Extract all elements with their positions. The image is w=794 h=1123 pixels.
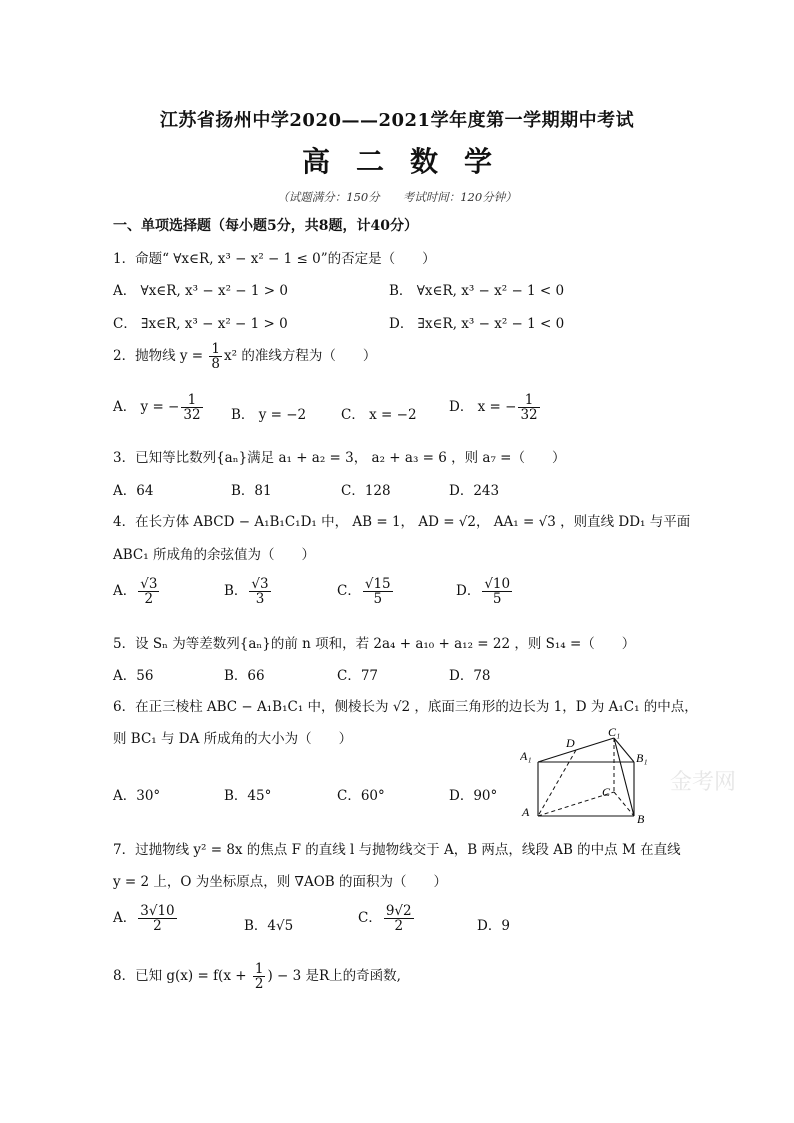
question-5-option-b: B．66 bbox=[224, 668, 265, 684]
fraction-numerator: √3 bbox=[251, 576, 269, 592]
question-5-option-d: D．78 bbox=[449, 668, 491, 684]
label-b: B bbox=[637, 812, 645, 826]
question-6-option-c: C．60° bbox=[337, 788, 385, 804]
option-label: A． bbox=[113, 910, 137, 927]
question-8-stem bbox=[113, 962, 401, 991]
question-2-stem-suffix: x² 的准线方程为（ ） bbox=[224, 348, 377, 365]
fraction-denominator: 5 bbox=[492, 591, 502, 608]
prism-figure bbox=[520, 726, 660, 826]
fraction-numerator: 3√10 bbox=[140, 903, 175, 919]
question-6-option-d: D．90° bbox=[449, 788, 498, 804]
question-7-option-b: B．4√5 bbox=[244, 918, 294, 934]
question-2-fraction bbox=[209, 342, 222, 371]
fraction-denominator: 2 bbox=[144, 591, 154, 608]
question-7-option-d: D．9 bbox=[477, 918, 510, 934]
question-4-option-d bbox=[456, 577, 514, 606]
watermark: 金考网 bbox=[670, 770, 737, 795]
question-1-option-d: D． ∃x∈R, x³ − x² − 1 < 0 bbox=[389, 316, 565, 332]
option-label: B． bbox=[224, 583, 248, 600]
label-c: C bbox=[602, 785, 611, 799]
question-1-stem: 1．命题“ ∀x∈R, x³ − x² − 1 ≤ 0”的否定是（ ） bbox=[113, 251, 436, 267]
question-3-option-b: B．81 bbox=[231, 483, 272, 499]
question-2-stem-prefix: 2．抛物线 y = bbox=[113, 348, 208, 365]
question-7-option-c bbox=[358, 904, 416, 933]
question-6-stem-line1: 6．在正三棱柱 ABC − A₁B₁C₁ 中，侧棱长为 √2 ，底面三角形的边长为 1，D 为 A₁C₁ 的中点， bbox=[113, 699, 698, 715]
question-4-option-a bbox=[113, 577, 161, 606]
question-8-fraction bbox=[253, 962, 266, 991]
option-b-fraction bbox=[249, 577, 270, 606]
question-1-option-c: C． ∃x∈R, x³ − x² − 1 > 0 bbox=[113, 316, 288, 332]
option-c-fraction bbox=[384, 904, 414, 933]
exam-title: 江苏省扬州中学2020——2021学年度第一学期期中考试 bbox=[159, 110, 635, 131]
option-a-prefix: A． y = − bbox=[113, 399, 180, 416]
option-a-fraction bbox=[181, 393, 202, 422]
question-3-option-c: C．128 bbox=[341, 483, 391, 499]
fraction-numerator: √15 bbox=[364, 576, 391, 592]
label-c1: C₁ bbox=[608, 726, 621, 739]
exam-info: （试题满分：150分 考试时间：120分钟） bbox=[277, 190, 517, 204]
fraction-denominator: 8 bbox=[211, 356, 220, 373]
option-d-prefix: D． x = − bbox=[449, 399, 517, 416]
fraction-numerator: 1 bbox=[254, 961, 264, 977]
fraction-numerator: 9√2 bbox=[385, 903, 412, 919]
question-7-option-a bbox=[113, 904, 179, 933]
question-1-option-b: B． ∀x∈R, x³ − x² − 1 < 0 bbox=[389, 283, 565, 299]
question-1-option-a: A． ∀x∈R, x³ − x² − 1 > 0 bbox=[113, 283, 288, 299]
fraction-numerator: √10 bbox=[484, 576, 511, 592]
fraction-denominator: 2 bbox=[254, 976, 264, 993]
question-4-option-c bbox=[337, 577, 395, 606]
label-d: D bbox=[566, 736, 575, 750]
option-label: A． bbox=[113, 583, 137, 600]
fraction-numerator: 1 bbox=[518, 393, 539, 408]
option-label: D． bbox=[456, 583, 481, 600]
fraction-denominator: 3 bbox=[255, 591, 265, 608]
label-a: A bbox=[522, 805, 530, 819]
question-2-option-b: B． y = −2 bbox=[231, 407, 307, 423]
option-c-fraction bbox=[363, 577, 393, 606]
question-3-stem: 3．已知等比数列{aₙ}满足 a₁ + a₂ = 3， a₂ + a₃ = 6 ，则 a₇ =（ ） bbox=[113, 450, 566, 466]
fraction-denominator: 32 bbox=[520, 407, 538, 424]
subject-title: 高二数学 bbox=[301, 145, 518, 178]
fraction-numerator: √3 bbox=[140, 576, 158, 592]
question-7-stem-line2: y = 2 上，O 为坐标原点，则 ∇AOB 的面积为（ ） bbox=[113, 874, 448, 890]
option-label: C． bbox=[358, 910, 382, 927]
section-heading: 一、单项选择题（每小题5分，共8题，计40分） bbox=[113, 218, 418, 234]
question-2-stem bbox=[113, 342, 376, 371]
fraction-denominator: 2 bbox=[153, 918, 162, 935]
option-d-fraction bbox=[518, 393, 539, 422]
question-4-stem-line1: 4．在长方体 ABCD − A₁B₁C₁D₁ 中， AB = 1， AD = √2， AA₁ = √3 ，则直线 DD₁ 与平面 bbox=[113, 514, 691, 530]
fraction-denominator: 5 bbox=[373, 591, 383, 608]
question-7-stem-line1: 7．过抛物线 y² = 8x 的焦点 F 的直线 l 与抛物线交于 A，B 两点，线段 AB 的中点 M 在直线 bbox=[113, 842, 681, 858]
question-4-stem-line2: ABC₁ 所成角的余弦值为（ ） bbox=[113, 547, 315, 563]
question-6-option-b: B．45° bbox=[224, 788, 272, 804]
question-8-stem-suffix: ) − 3 是R上的奇函数, bbox=[267, 968, 401, 985]
question-3-option-a: A．64 bbox=[113, 483, 154, 499]
fraction-denominator: 2 bbox=[394, 918, 404, 935]
fraction-numerator: 1 bbox=[181, 393, 202, 408]
question-3-option-d: D．243 bbox=[449, 483, 500, 499]
fraction-numerator: 1 bbox=[211, 341, 220, 357]
question-4-option-b bbox=[224, 577, 273, 606]
question-5-option-c: C．77 bbox=[337, 668, 379, 684]
question-6-stem-line2: 则 BC₁ 与 DA 所成角的大小为（ ） bbox=[113, 731, 353, 747]
question-2-option-c: C． x = −2 bbox=[341, 407, 417, 423]
label-a1: A₁ bbox=[520, 749, 532, 763]
option-a-fraction bbox=[138, 904, 176, 933]
option-label: C． bbox=[337, 583, 361, 600]
question-2-option-a bbox=[113, 393, 205, 422]
fraction-denominator: 32 bbox=[183, 407, 201, 424]
option-a-fraction bbox=[138, 577, 159, 606]
option-d-fraction bbox=[482, 577, 512, 606]
question-5-option-a: A．56 bbox=[113, 668, 154, 684]
label-b1: B₁ bbox=[636, 751, 648, 765]
question-2-option-d bbox=[449, 393, 542, 422]
question-5-stem: 5．设 Sₙ 为等差数列{aₙ}的前 n 项和，若 2a₄ + a₁₀ + a₁₂ = 22 ，则 S₁₄ =（ ） bbox=[113, 636, 636, 652]
question-6-option-a: A．30° bbox=[113, 788, 161, 804]
question-8-stem-prefix: 8．已知 g(x) = f(x + bbox=[113, 968, 251, 985]
